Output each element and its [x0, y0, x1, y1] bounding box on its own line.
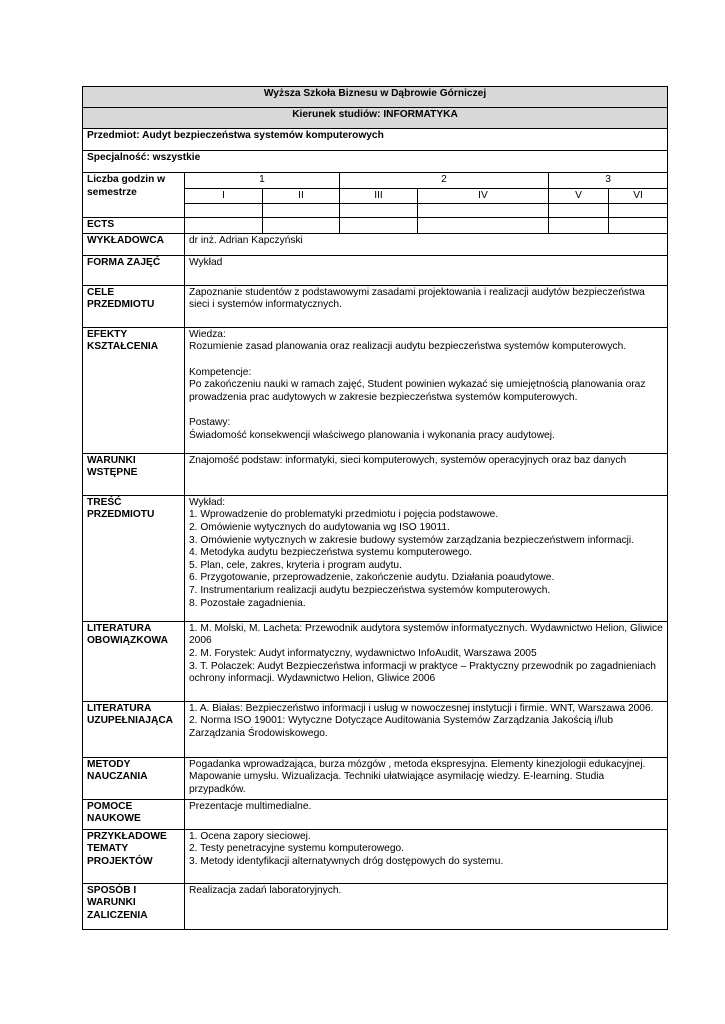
year-1: 1	[185, 173, 340, 189]
project-item: 1. Ocena zapory sieciowej.	[189, 830, 311, 842]
hours-value-4	[418, 204, 549, 218]
aids-row	[83, 799, 668, 829]
content-title: Wykład:	[189, 496, 226, 508]
syllabus-table	[82, 86, 668, 930]
literature-extra-row	[83, 701, 668, 757]
hours-value-1	[185, 204, 263, 218]
prerequisites-value: Znajomość podstaw: informatyki, sieci komputerowych, systemów operacyjnych oraz baz danych	[185, 453, 668, 495]
content-item: 4. Metodyka audytu bezpieczeństwa systemu komputerowego.	[189, 547, 473, 559]
literature-item: 3. T. Polaczek: Audyt Bezpieczeństwa informacji w praktyce – Praktyczny przewodnik po zagadnieniach ochrony informacji. Wydawnictwo Helion, Gliwice 2006	[189, 660, 656, 685]
methods-value: Pogadanka wprowadzająca, burza mózgów , metoda ekspresyjna. Elementy kinezjologii edukacyjnej. Mapowanie umysłu. Wizualizacja. Techniki ułatwiające asymilację wiedzy. E-learning. Studia przypadków.	[185, 757, 668, 799]
content-item: 5. Plan, cele, zakres, kryteria i program audytu.	[189, 559, 402, 571]
aids-value: Prezentacje multimedialne.	[185, 799, 668, 829]
specialty-row	[83, 151, 668, 173]
hours-label: Liczba godzin w semestrze	[83, 173, 185, 218]
literature-main-value	[185, 621, 668, 701]
literature-extra-value	[185, 701, 668, 757]
field-row	[83, 108, 668, 129]
knowledge-title: Wiedza:	[189, 328, 226, 340]
content-item: 8. Pozostałe zagadnienia.	[189, 597, 306, 609]
semester-5: V	[549, 188, 609, 204]
semester-2: II	[263, 188, 340, 204]
methods-label: METODY NAUCZANIA	[83, 757, 185, 799]
ects-value-5	[549, 218, 609, 234]
aids-label: POMOCE NAUKOWE	[83, 799, 185, 829]
year-2: 2	[340, 173, 549, 189]
goals-value: Zapoznanie studentów z podstawowymi zasadami projektowania i realizacji audytów bezpieczeństwa sieci i systemów informatycznych.	[185, 285, 668, 327]
assessment-value: Realizacja zadań laboratoryjnych.	[185, 883, 668, 929]
form-label: FORMA ZAJĘĆ	[83, 255, 185, 285]
lecturer-label: WYKŁADOWCA	[83, 233, 185, 255]
assessment-label: SPOSÓB I WARUNKI ZALICZENIA	[83, 883, 185, 929]
literature-item: 1. M. Molski, M. Lacheta: Przewodnik audytora systemów informatycznych. Wydawnictwo Helion, Gliwice 2006	[189, 622, 663, 647]
outcomes-value	[185, 327, 668, 453]
hours-value-6	[609, 204, 668, 218]
semester-4: IV	[418, 188, 549, 204]
subject-row	[83, 129, 668, 151]
semester-1: I	[185, 188, 263, 204]
content-value	[185, 495, 668, 621]
content-item: 3. Omówienie wytycznych w zakresie budowy systemów zarządzania bezpieczeństwem informacji.	[189, 534, 635, 546]
literature-item: 1. A. Białas: Bezpieczeństwo informacji i usług w nowoczesnej instytucji i firmie. WNT, Warszawa 2006.	[189, 702, 654, 714]
outcomes-label: EFEKTY KSZTAŁCENIA	[83, 327, 185, 453]
content-item: 6. Przygotowanie, przeprowadzenie, zakończenie audytu. Działania poaudytowe.	[189, 572, 555, 584]
literature-main-row	[83, 621, 668, 701]
form-row	[83, 255, 668, 285]
goals-row	[83, 285, 668, 327]
hours-value-3	[340, 204, 418, 218]
literature-main-label: LITERATURA OBOWIĄZKOWA	[83, 621, 185, 701]
hours-years-row	[83, 173, 668, 189]
field-of-study: Kierunek studiów: INFORMATYKA	[83, 108, 668, 129]
projects-value	[185, 829, 668, 883]
ects-value-3	[340, 218, 418, 234]
outcomes-row	[83, 327, 668, 453]
prerequisites-label: WARUNKI WSTĘPNE	[83, 453, 185, 495]
literature-item: 2. Norma ISO 19001: Wytyczne Dotyczące Auditowania Systemów Zarządzania Jakością i/lub Zarządzania Środowiskowego.	[189, 715, 614, 739]
year-3: 3	[549, 173, 668, 189]
lecturer-value: dr inż. Adrian Kapczyński	[185, 233, 668, 255]
assessment-row	[83, 883, 668, 929]
competence-text: Po zakończeniu nauki w ramach zajęć, Student powinien wykazać się umiejętnością planowania oraz prowadzenia prac audytowych w zakresie bezpieczeństwa systemów komputerowych.	[189, 379, 646, 403]
attitude-title: Postawy:	[189, 416, 231, 428]
ects-value-2	[263, 218, 340, 234]
projects-row	[83, 829, 668, 883]
content-row	[83, 495, 668, 621]
goals-label: CELE PRZEDMIOTU	[83, 285, 185, 327]
hours-value-2	[263, 204, 340, 218]
semester-6: VI	[609, 188, 668, 204]
ects-row	[83, 218, 668, 234]
semester-3: III	[340, 188, 418, 204]
lecturer-row	[83, 233, 668, 255]
school-name: Wyższa Szkoła Biznesu w Dąbrowie Górniczej	[83, 87, 668, 108]
methods-row	[83, 757, 668, 799]
content-label: TREŚĆ PRZEDMIOTU	[83, 495, 185, 621]
project-item: 2. Testy penetracyjne systemu komputerowego.	[189, 843, 404, 855]
subject-title: Przedmiot: Audyt bezpieczeństwa systemów komputerowych	[83, 129, 668, 151]
ects-value-6	[609, 218, 668, 234]
knowledge-text: Rozumienie zasad planowania oraz realizacji audytu bezpieczeństwa systemów komputerowych.	[189, 341, 627, 353]
literature-item: 2. M. Forystek: Audyt informatyczny, wydawnictwo InfoAudit, Warszawa 2005	[189, 647, 537, 659]
ects-value-4	[418, 218, 549, 234]
competence-title: Kompetencje:	[189, 366, 252, 378]
school-row	[83, 87, 668, 108]
project-item: 3. Metody identyfikacji alternatywnych dróg dostępowych do systemu.	[189, 855, 504, 867]
hours-value-5	[549, 204, 609, 218]
attitude-text: Świadomość konsekwencji właściwego planowania i wykonania pracy audytowej.	[189, 429, 555, 441]
content-item: 7. Instrumentarium realizacji audytu bezpieczeństwa systemów komputerowych.	[189, 584, 551, 596]
ects-value-1	[185, 218, 263, 234]
literature-extra-label: LITERATURA UZUPEŁNIAJĄCA	[83, 701, 185, 757]
prerequisites-row	[83, 453, 668, 495]
content-item: 2. Omówienie wytycznych do audytowania wg ISO 19011.	[189, 521, 450, 533]
projects-label: PRZYKŁADOWE TEMATY PROJEKTÓW	[83, 829, 185, 883]
syllabus-sheet	[82, 86, 667, 930]
ects-label: ECTS	[83, 218, 185, 234]
form-value: Wykład	[185, 255, 668, 285]
specialty: Specjalność: wszystkie	[83, 151, 668, 173]
content-item: 1. Wprowadzenie do problematyki przedmiotu i pojęcia podstawowe.	[189, 509, 499, 521]
